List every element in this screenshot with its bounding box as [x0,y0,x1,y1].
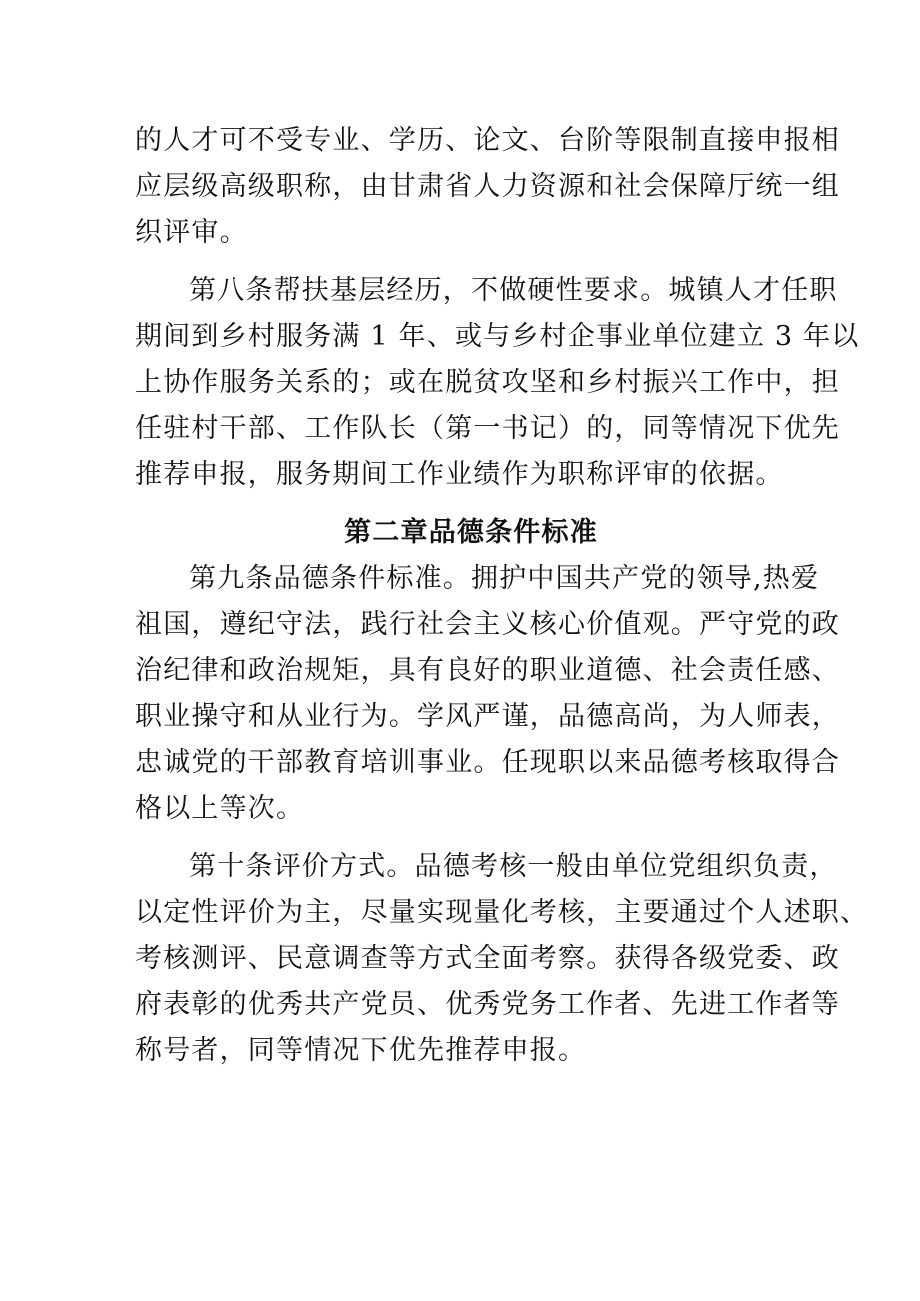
paragraph-article-9 [135,556,840,832]
text-line: 任驻村干部、工作队长（第一书记）的，同等情况下优先 [135,413,840,444]
text-line: 应层级高级职称，由甘肃省人力资源和社会保障厅统一组 [135,171,840,202]
text-line: 第十条评价方式。品德考核一般由单位党组织负责， [189,851,838,882]
document-page [135,118,869,1074]
text-line: 第九条品德条件标准。拥护中国共产党的领导,热爱 [189,563,820,594]
text-line: 称号者，同等情况下优先推荐申报。 [135,1035,587,1066]
paragraph-article-10 [135,844,869,1074]
text-line: 以定性评价为主，尽量实现量化考核，主要通过个人述职、 [135,897,869,928]
text-line: 期间到乡村服务满 1 年、或与乡村企事业单位建立 3 年以 [135,321,860,352]
text-line: 格以上等次。 [135,793,305,824]
text-line: 推荐申报，服务期间工作业绩作为职称评审的依据。 [135,459,784,490]
chapter-heading: 第二章品德条件标准 [344,517,598,548]
paragraph-gap [135,498,795,510]
text-line: 上协作服务关系的；或在脱贫攻坚和乡村振兴工作中，担 [135,367,840,398]
text-line: 忠诚党的干部教育培训事业。任现职以来品德考核取得合 [135,747,840,778]
text-line: 府表彰的优秀共产党员、优秀党务工作者、先进工作者等 [135,989,840,1020]
text-line: 的人才可不受专业、学历、论文、台阶等限制直接申报相 [135,125,840,156]
text-line: 织评审。 [135,217,248,248]
text-line: 第八条帮扶基层经历，不做硬性要求。城镇人才任职 [189,275,838,306]
paragraph-article-8 [135,268,860,498]
paragraph-continued [135,118,840,256]
text-line: 考核测评、民意调查等方式全面考察。获得各级党委、政 [135,943,840,974]
paragraph-gap [135,832,795,844]
text-line: 治纪律和政治规矩，具有良好的职业道德、社会责任感、 [135,655,840,686]
text-line: 祖国，遵纪守法，践行社会主义核心价值观。严守党的政 [135,609,840,640]
paragraph-gap [135,256,795,268]
text-line: 职业操守和从业行为。学风严谨，品德高尚，为人师表， [135,701,840,732]
